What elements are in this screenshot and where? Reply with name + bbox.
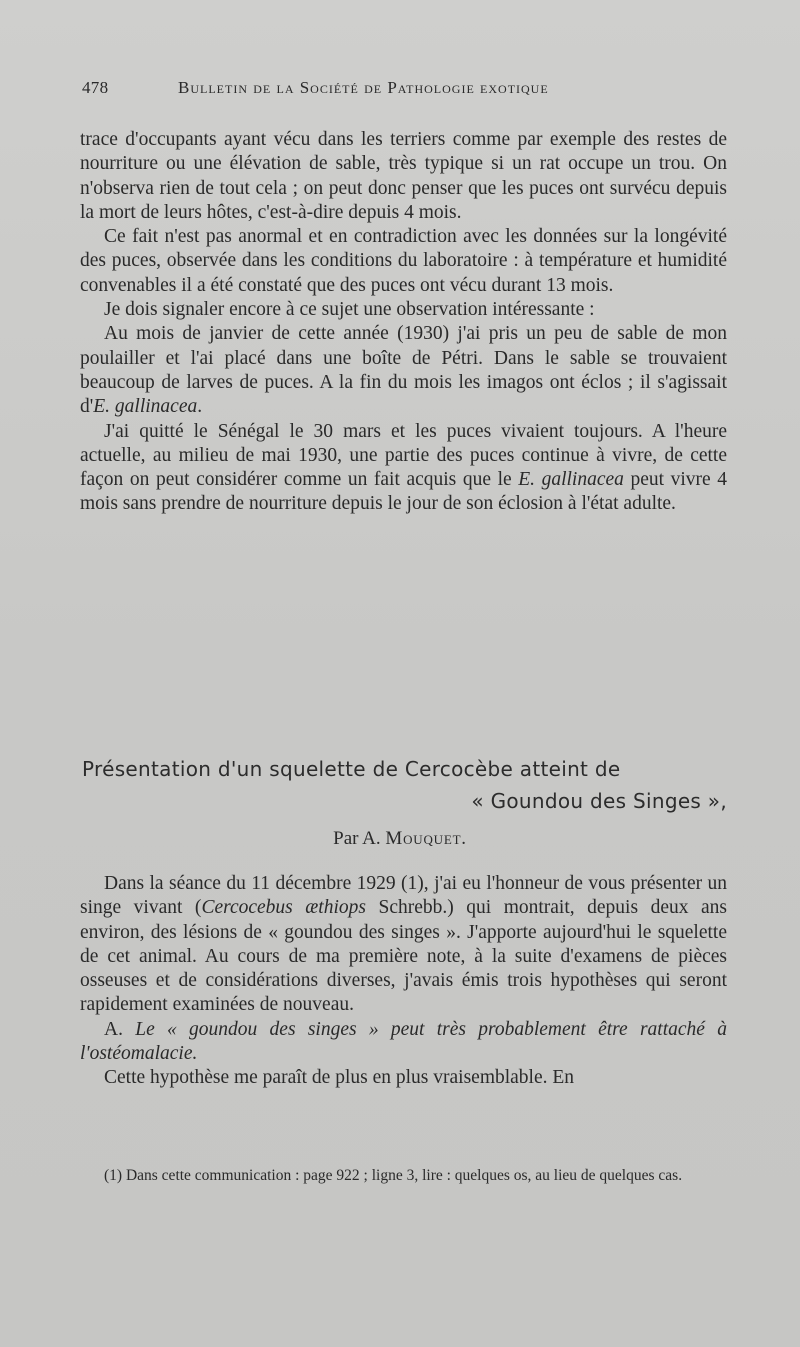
text-run: peut vivre 4 mois sans prendre de nourriture depuis le jour de son éclosion à l'état adulte. [80, 469, 727, 515]
text-run: J'ai quitté le Sénégal le 30 mars et les puces vivaient toujours. A l'heure actuelle, au milieu de mai 1930, une partie des puces continue à vivre, de cette façon on peut considérer comme un fait acquis que le [80, 420, 727, 491]
paragraph [80, 872, 727, 1018]
paragraph: trace d'occupants ayant vécu dans les terriers comme par exemple des restes de nourriture ou une élévation de sable, très typique si un rat occupe un trou. On n'observa rien de tout cela ; on peut donc penser que les puces ont survécu depuis la mort de leurs hôtes, c'est-à-dire depuis 4 mois. [80, 129, 727, 223]
page-number: 478 [82, 78, 109, 97]
byline-prefix: Par A. [333, 828, 386, 849]
text-run: A. [104, 1018, 136, 1040]
paragraph: Cette hypothèse me paraît de plus en plus vraisemblable. En [104, 1067, 575, 1089]
paragraph: Je dois signaler encore à ce sujet une observation intéressante : [104, 299, 595, 321]
running-title: Bulletin de la Société de Pathologie exotique [178, 78, 549, 97]
text-run: Dans la séance du 11 décembre 1929 (1), j'ai eu l'honneur de vous présenter un singe vivant ( [80, 873, 727, 919]
footnote-text: (1) Dans cette communication : page 922 ; ligne 3, lire : quelques os, au lieu de quelques cas. [104, 1167, 683, 1184]
article-body [80, 872, 727, 1091]
author-name: Mouquet. [385, 828, 467, 849]
paragraph [80, 420, 727, 517]
text-run: Au mois de janvier de cette année (1930) j'ai pris un peu de sable de mon poulailler et l'ai placé dans une boîte de Pétri. Dans le sable se trouvaient beaucoup de larves de puces. A la fin du mois les imagos ont éclos ; il s'agissait d' [80, 323, 727, 418]
hypothesis-text: Le « goundou des singes » peut très probablement être rattaché à l'ostéomalacie. [80, 1018, 727, 1065]
species-name: Cercocebus æthiops [201, 897, 366, 919]
article-title-line-2: « Goundou des Singes », [471, 789, 727, 813]
footnote [80, 1165, 727, 1186]
species-name: E. gallinacea [93, 396, 198, 418]
text-run: Schrebb.) qui montrait, depuis deux ans environ, des lésions de « goundou des singes ». J'apporte aujourd'hui le squelette de cet animal. Au cours de ma première note, à la suite d'examens de pièces osseuses et de considérations diverses, j'avais émis trois hypothèses qui seront rapidement examinées de nouveau. [80, 897, 727, 1016]
paragraph [80, 1018, 727, 1067]
paragraph [80, 322, 727, 419]
article-title-line-1: Présentation d'un squelette de Cercocèbe atteint de [82, 757, 621, 781]
paragraph: Ce fait n'est pas anormal et en contradiction avec les données sur la longévité des puces, observée dans les conditions du laboratoire : à température et humidité convenables il a été constaté que des puces ont vécu durant 13 mois. [80, 226, 727, 296]
text-run: . [197, 396, 203, 418]
species-name: E. gallinacea [518, 469, 624, 491]
byline [0, 828, 800, 850]
previous-article-continuation [80, 128, 727, 517]
